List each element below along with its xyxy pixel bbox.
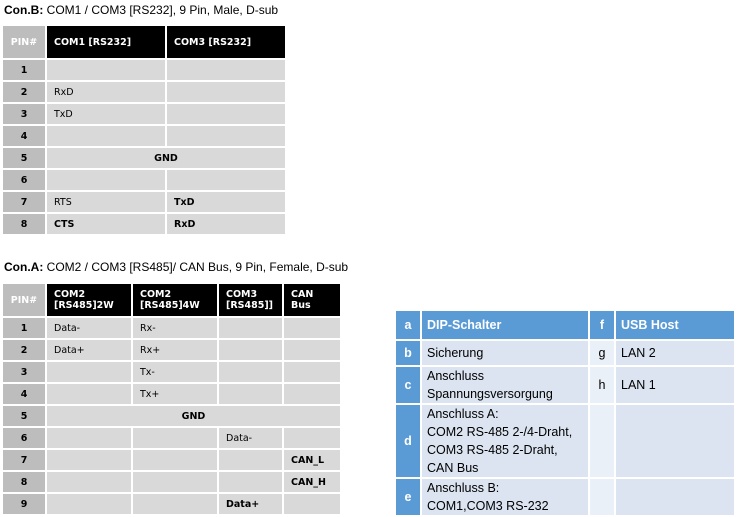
legend-value: Anschluss Spannungsversorgung — [422, 367, 588, 403]
cell — [47, 170, 165, 190]
legend-row — [396, 405, 734, 477]
conb-title — [4, 3, 278, 17]
table-row — [3, 406, 340, 426]
legend-value — [616, 479, 734, 515]
pin-number: 2 — [3, 82, 45, 102]
table-row — [3, 170, 285, 190]
header-can-bus: CAN Bus — [284, 284, 340, 316]
cell: Data+ — [219, 494, 282, 514]
cell: Rx- — [133, 318, 217, 338]
cell — [47, 428, 131, 448]
header-com3: COM3 [RS232] — [167, 26, 285, 58]
cell: TxD — [167, 192, 285, 212]
legend-key: g — [590, 341, 614, 365]
header-com3: COM3 [RS485]] — [219, 284, 282, 316]
table-row — [3, 362, 340, 382]
cell — [284, 428, 340, 448]
cona-title-prefix: Con.A: — [4, 260, 44, 274]
header-com1: COM1 [RS232] — [47, 26, 165, 58]
cell — [167, 82, 285, 102]
cell — [219, 384, 282, 404]
table-row — [3, 428, 340, 448]
header-com2-4w: COM2 [RS485]4W — [133, 284, 217, 316]
cona-pinout-table — [1, 282, 342, 516]
cell — [47, 362, 131, 382]
legend-key: h — [590, 367, 614, 403]
pin-number: 8 — [3, 472, 45, 492]
cell — [47, 60, 165, 80]
cell: RxD — [47, 82, 165, 102]
cell — [133, 494, 217, 514]
legend-key: a — [396, 311, 420, 339]
table-row — [3, 104, 285, 124]
cell — [47, 384, 131, 404]
pin-number: 1 — [3, 318, 45, 338]
cell — [47, 494, 131, 514]
table-row — [3, 450, 340, 470]
conb-pinout-table — [1, 24, 287, 236]
cell: CAN_H — [284, 472, 340, 492]
cell — [284, 362, 340, 382]
table-row — [3, 192, 285, 212]
table-row — [3, 148, 285, 168]
legend-value: LAN 2 — [616, 341, 734, 365]
conb-title-prefix: Con.B: — [4, 3, 44, 17]
legend-value: Sicherung — [422, 341, 588, 365]
legend-value: LAN 1 — [616, 367, 734, 403]
legend-key: b — [396, 341, 420, 365]
pin-number: 3 — [3, 104, 45, 124]
legend-value: DIP-Schalter — [422, 311, 588, 339]
legend-value: USB Host — [616, 311, 734, 339]
cona-title-rest: COM2 / COM3 [RS485]/ CAN Bus, 9 Pin, Female, D-sub — [43, 260, 349, 274]
legend-key: e — [396, 479, 420, 515]
legend-key: c — [396, 367, 420, 403]
cell: Tx- — [133, 362, 217, 382]
pin-number: 5 — [3, 148, 45, 168]
legend-row — [396, 311, 734, 339]
pin-number: 4 — [3, 384, 45, 404]
table-row — [3, 384, 340, 404]
table-row — [3, 60, 285, 80]
legend-value — [616, 405, 734, 477]
cell: TxD — [47, 104, 165, 124]
cell — [167, 126, 285, 146]
cell — [219, 340, 282, 360]
cell: CTS — [47, 214, 165, 234]
table-row — [3, 214, 285, 234]
cell — [219, 362, 282, 382]
cell — [219, 318, 282, 338]
pin-number: 2 — [3, 340, 45, 360]
legend-row — [396, 479, 734, 515]
table-row — [3, 472, 340, 492]
cell — [133, 472, 217, 492]
table-row — [3, 340, 340, 360]
cell — [284, 318, 340, 338]
cell: Data- — [47, 318, 131, 338]
cell — [284, 384, 340, 404]
cell — [167, 60, 285, 80]
table-header-row — [3, 26, 285, 58]
legend-key — [590, 405, 614, 477]
pin-number: 1 — [3, 60, 45, 80]
cell — [219, 450, 282, 470]
gnd-cell: GND — [47, 406, 340, 426]
cell: RTS — [47, 192, 165, 212]
cell — [47, 472, 131, 492]
legend-row — [396, 341, 734, 365]
legend-value: Anschluss B: COM1,COM3 RS-232 — [422, 479, 588, 515]
gnd-cell: GND — [47, 148, 285, 168]
legend-row — [396, 367, 734, 403]
cona-title — [4, 260, 348, 274]
legend-table — [394, 309, 736, 517]
pin-number: 7 — [3, 192, 45, 212]
pin-number: 3 — [3, 362, 45, 382]
table-row — [3, 126, 285, 146]
table-header-row — [3, 284, 340, 316]
conb-title-rest: COM1 / COM3 [RS232], 9 Pin, Male, D-sub — [43, 3, 279, 17]
cell: CAN_L — [284, 450, 340, 470]
cell — [133, 450, 217, 470]
cell — [284, 340, 340, 360]
pin-number: 8 — [3, 214, 45, 234]
legend-key — [590, 479, 614, 515]
table-row — [3, 82, 285, 102]
pin-number: 7 — [3, 450, 45, 470]
cell — [284, 494, 340, 514]
legend-key: f — [590, 311, 614, 339]
table-row — [3, 494, 340, 514]
cell — [219, 472, 282, 492]
pin-number: 5 — [3, 406, 45, 426]
cell — [47, 450, 131, 470]
legend-key: d — [396, 405, 420, 477]
header-pin: PIN# — [3, 26, 45, 58]
cell: Data- — [219, 428, 282, 448]
cell: RxD — [167, 214, 285, 234]
cell — [133, 428, 217, 448]
cell: Rx+ — [133, 340, 217, 360]
cell — [167, 170, 285, 190]
cell: Tx+ — [133, 384, 217, 404]
pin-number: 9 — [3, 494, 45, 514]
header-com2-2w: COM2 [RS485]2W — [47, 284, 131, 316]
pin-number: 6 — [3, 170, 45, 190]
legend-value: Anschluss A: COM2 RS-485 2-/4-Draht, COM3 RS-485 2-Draht, CAN Bus — [422, 405, 588, 477]
cell — [47, 126, 165, 146]
header-pin: PIN# — [3, 284, 45, 316]
pin-number: 4 — [3, 126, 45, 146]
cell — [167, 104, 285, 124]
cell: Data+ — [47, 340, 131, 360]
pin-number: 6 — [3, 428, 45, 448]
table-row — [3, 318, 340, 338]
